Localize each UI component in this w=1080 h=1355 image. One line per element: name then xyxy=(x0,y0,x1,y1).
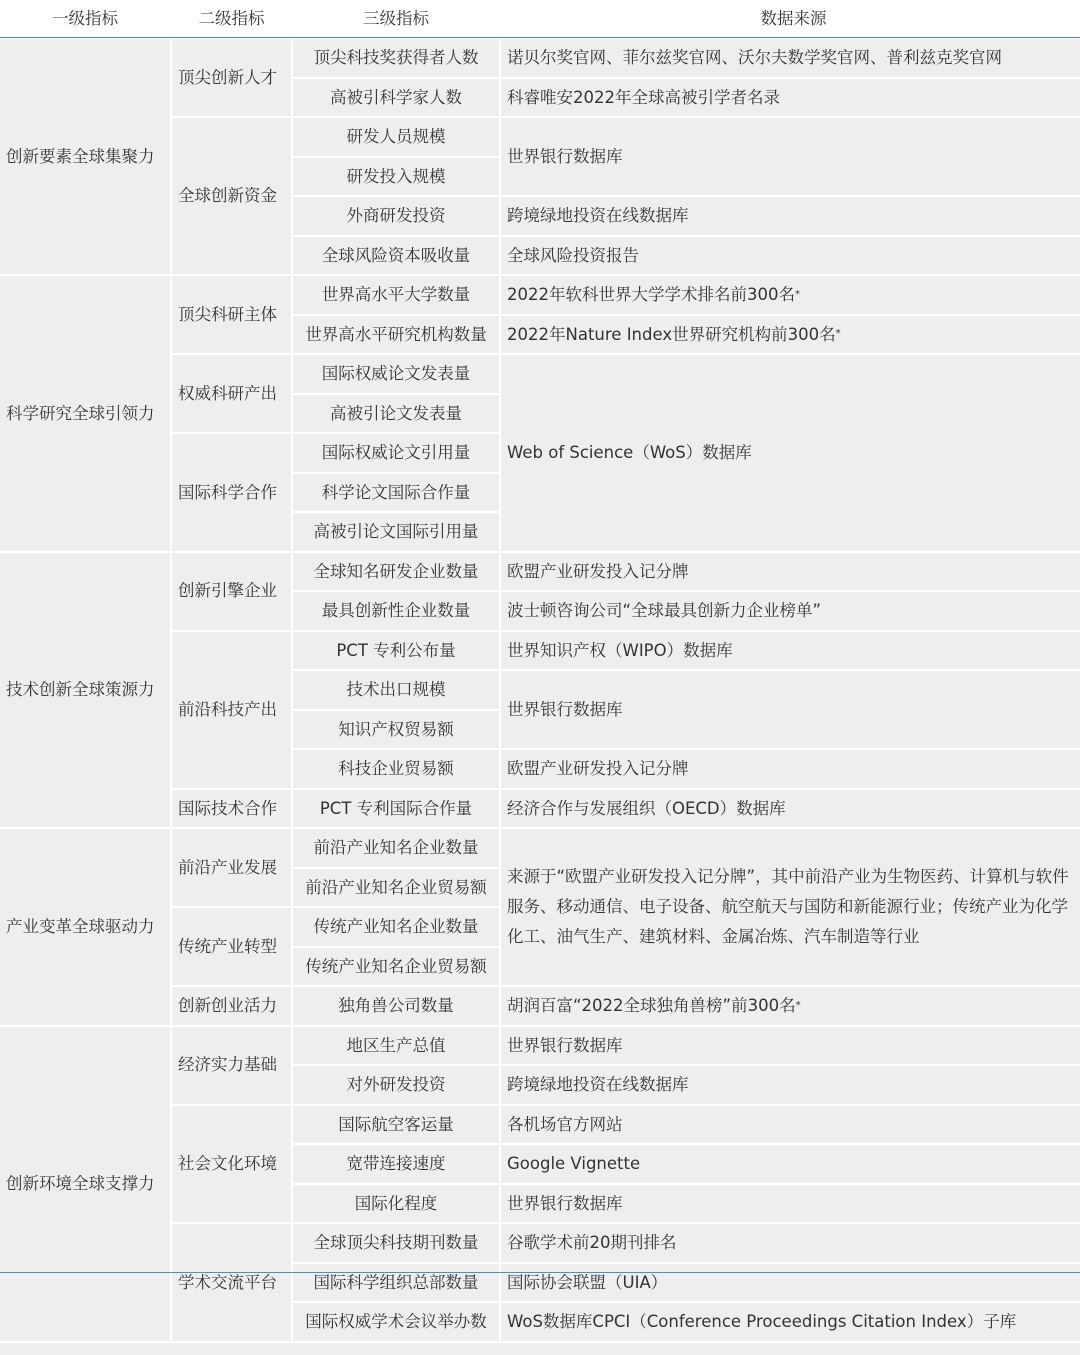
source-cell: 各机场官方网站 xyxy=(501,1106,1080,1144)
level3-cell: 研发人员规模 xyxy=(293,118,499,156)
level2-cell: 顶尖科研主体 xyxy=(172,276,291,353)
level3-cell: 独角兽公司数量 xyxy=(293,987,499,1025)
header-level2: 二级指标 xyxy=(172,0,291,37)
source-cell: 经济合作与发展组织（OECD）数据库 xyxy=(501,790,1080,828)
footnote-mark: * xyxy=(796,999,801,1013)
bottom-rule xyxy=(0,1272,1080,1273)
level1-cell: 创新要素全球集聚力 xyxy=(0,39,170,274)
source-cell: 波士顿咨询公司“全球最具创新力企业榜单” xyxy=(501,592,1080,630)
level3-cell: 科学论文国际合作量 xyxy=(293,474,499,512)
level3-cell: 世界高水平大学数量 xyxy=(293,276,499,314)
level3-cell: 国际权威学术会议举办数 xyxy=(293,1303,499,1341)
level3-cell: 顶尖科技奖获得者人数 xyxy=(293,39,499,77)
source-cell: 世界知识产权（WIPO）数据库 xyxy=(501,632,1080,670)
level3-cell: 知识产权贸易额 xyxy=(293,711,499,749)
source-text: 2022年软科世界大学学术排名前300名 xyxy=(507,283,795,306)
header-source: 数据来源 xyxy=(501,0,1080,37)
source-cell: 世界银行数据库 xyxy=(501,1027,1080,1065)
level3-cell: 高被引科学家人数 xyxy=(293,79,499,117)
level3-cell: 国际权威论文发表量 xyxy=(293,355,499,393)
level3-cell: PCT 专利公布量 xyxy=(293,632,499,670)
level3-cell: 国际化程度 xyxy=(293,1185,499,1223)
footnote-mark: * xyxy=(836,327,841,341)
level3-cell: 前沿产业知名企业数量 xyxy=(293,829,499,867)
level3-cell: 技术出口规模 xyxy=(293,671,499,709)
level3-cell: 世界高水平研究机构数量 xyxy=(293,316,499,354)
level3-cell: 宽带连接速度 xyxy=(293,1145,499,1183)
source-cell: WoS数据库CPCI（Conference Proceedings Citation Index）子库 xyxy=(501,1303,1080,1341)
level3-cell: 最具创新性企业数量 xyxy=(293,592,499,630)
source-cell: 欧盟产业研发投入记分牌 xyxy=(501,750,1080,788)
level2-cell: 前沿科技产出 xyxy=(172,632,291,788)
source-text: 2022年Nature Index世界研究机构前300名 xyxy=(507,323,836,346)
level2-cell: 传统产业转型 xyxy=(172,908,291,985)
level3-cell: 外商研发投资 xyxy=(293,197,499,235)
source-cell: 欧盟产业研发投入记分牌 xyxy=(501,553,1080,591)
level2-cell: 经济实力基础 xyxy=(172,1027,291,1104)
header-level1: 一级指标 xyxy=(0,0,170,37)
header-rule xyxy=(0,37,1080,38)
source-cell xyxy=(501,316,1080,354)
level2-cell: 学术交流平台 xyxy=(172,1224,291,1341)
source-cell: 诺贝尔奖官网、菲尔兹奖官网、沃尔夫数学奖官网、普利兹克奖官网 xyxy=(501,39,1080,77)
source-cell: 谷歌学术前20期刊排名 xyxy=(501,1224,1080,1262)
level2-cell: 国际科学合作 xyxy=(172,434,291,551)
level3-cell: PCT 专利国际合作量 xyxy=(293,790,499,828)
level3-cell: 前沿产业知名企业贸易额 xyxy=(293,869,499,907)
level2-cell: 全球创新资金 xyxy=(172,118,291,274)
source-cell xyxy=(501,987,1080,1025)
source-text: 胡润百富“2022全球独角兽榜”前300名 xyxy=(507,994,796,1017)
level3-cell: 高被引论文国际引用量 xyxy=(293,513,499,551)
level3-cell: 传统产业知名企业贸易额 xyxy=(293,948,499,986)
level1-cell: 科学研究全球引领力 xyxy=(0,276,170,551)
level1-cell: 创新环境全球支撑力 xyxy=(0,1027,170,1341)
source-cell: 国际协会联盟（UIA） xyxy=(501,1264,1080,1302)
source-cell: 世界银行数据库 xyxy=(501,671,1080,748)
level3-cell: 科技企业贸易额 xyxy=(293,750,499,788)
level3-cell: 全球知名研发企业数量 xyxy=(293,553,499,591)
source-cell: 科睿唯安2022年全球高被引学者名录 xyxy=(501,79,1080,117)
level3-cell: 全球顶尖科技期刊数量 xyxy=(293,1224,499,1262)
level2-cell: 创新引擎企业 xyxy=(172,553,291,630)
level3-cell: 研发投入规模 xyxy=(293,158,499,196)
level3-cell: 对外研发投资 xyxy=(293,1066,499,1104)
table-bottom-strip xyxy=(0,1343,1080,1355)
source-cell: 世界银行数据库 xyxy=(501,118,1080,195)
level3-cell: 全球风险资本吸收量 xyxy=(293,237,499,275)
source-cell: 跨境绿地投资在线数据库 xyxy=(501,1066,1080,1104)
level3-cell: 国际科学组织总部数量 xyxy=(293,1264,499,1302)
header-level3: 三级指标 xyxy=(293,0,499,37)
level3-cell: 国际权威论文引用量 xyxy=(293,434,499,472)
level3-cell: 地区生产总值 xyxy=(293,1027,499,1065)
source-cell xyxy=(501,276,1080,314)
level2-cell: 顶尖创新人才 xyxy=(172,39,291,116)
level3-cell: 传统产业知名企业数量 xyxy=(293,908,499,946)
footnote-mark: * xyxy=(795,288,800,302)
source-cell: 全球风险投资报告 xyxy=(501,237,1080,275)
level3-cell: 国际航空客运量 xyxy=(293,1106,499,1144)
level2-cell: 前沿产业发展 xyxy=(172,829,291,906)
level3-cell: 高被引论文发表量 xyxy=(293,395,499,433)
level2-cell: 权威科研产出 xyxy=(172,355,291,432)
source-cell: Google Vignette xyxy=(501,1145,1080,1183)
level1-cell: 技术创新全球策源力 xyxy=(0,553,170,828)
source-cell: Web of Science（WoS）数据库 xyxy=(501,355,1080,551)
level1-cell: 产业变革全球驱动力 xyxy=(0,829,170,1025)
level2-cell: 创新创业活力 xyxy=(172,987,291,1025)
level2-cell: 社会文化环境 xyxy=(172,1106,291,1223)
source-cell: 来源于“欧盟产业研发投入记分牌”，其中前沿产业为生物医药、计算机与软件服务、移动通信、电子设备、航空航天与国防和新能源行业；传统产业为化学化工、油气生产、建筑材料、金属冶炼、汽车制造等行业 xyxy=(501,829,1080,985)
source-cell: 世界银行数据库 xyxy=(501,1185,1080,1223)
source-cell: 跨境绿地投资在线数据库 xyxy=(501,197,1080,235)
level2-cell: 国际技术合作 xyxy=(172,790,291,828)
